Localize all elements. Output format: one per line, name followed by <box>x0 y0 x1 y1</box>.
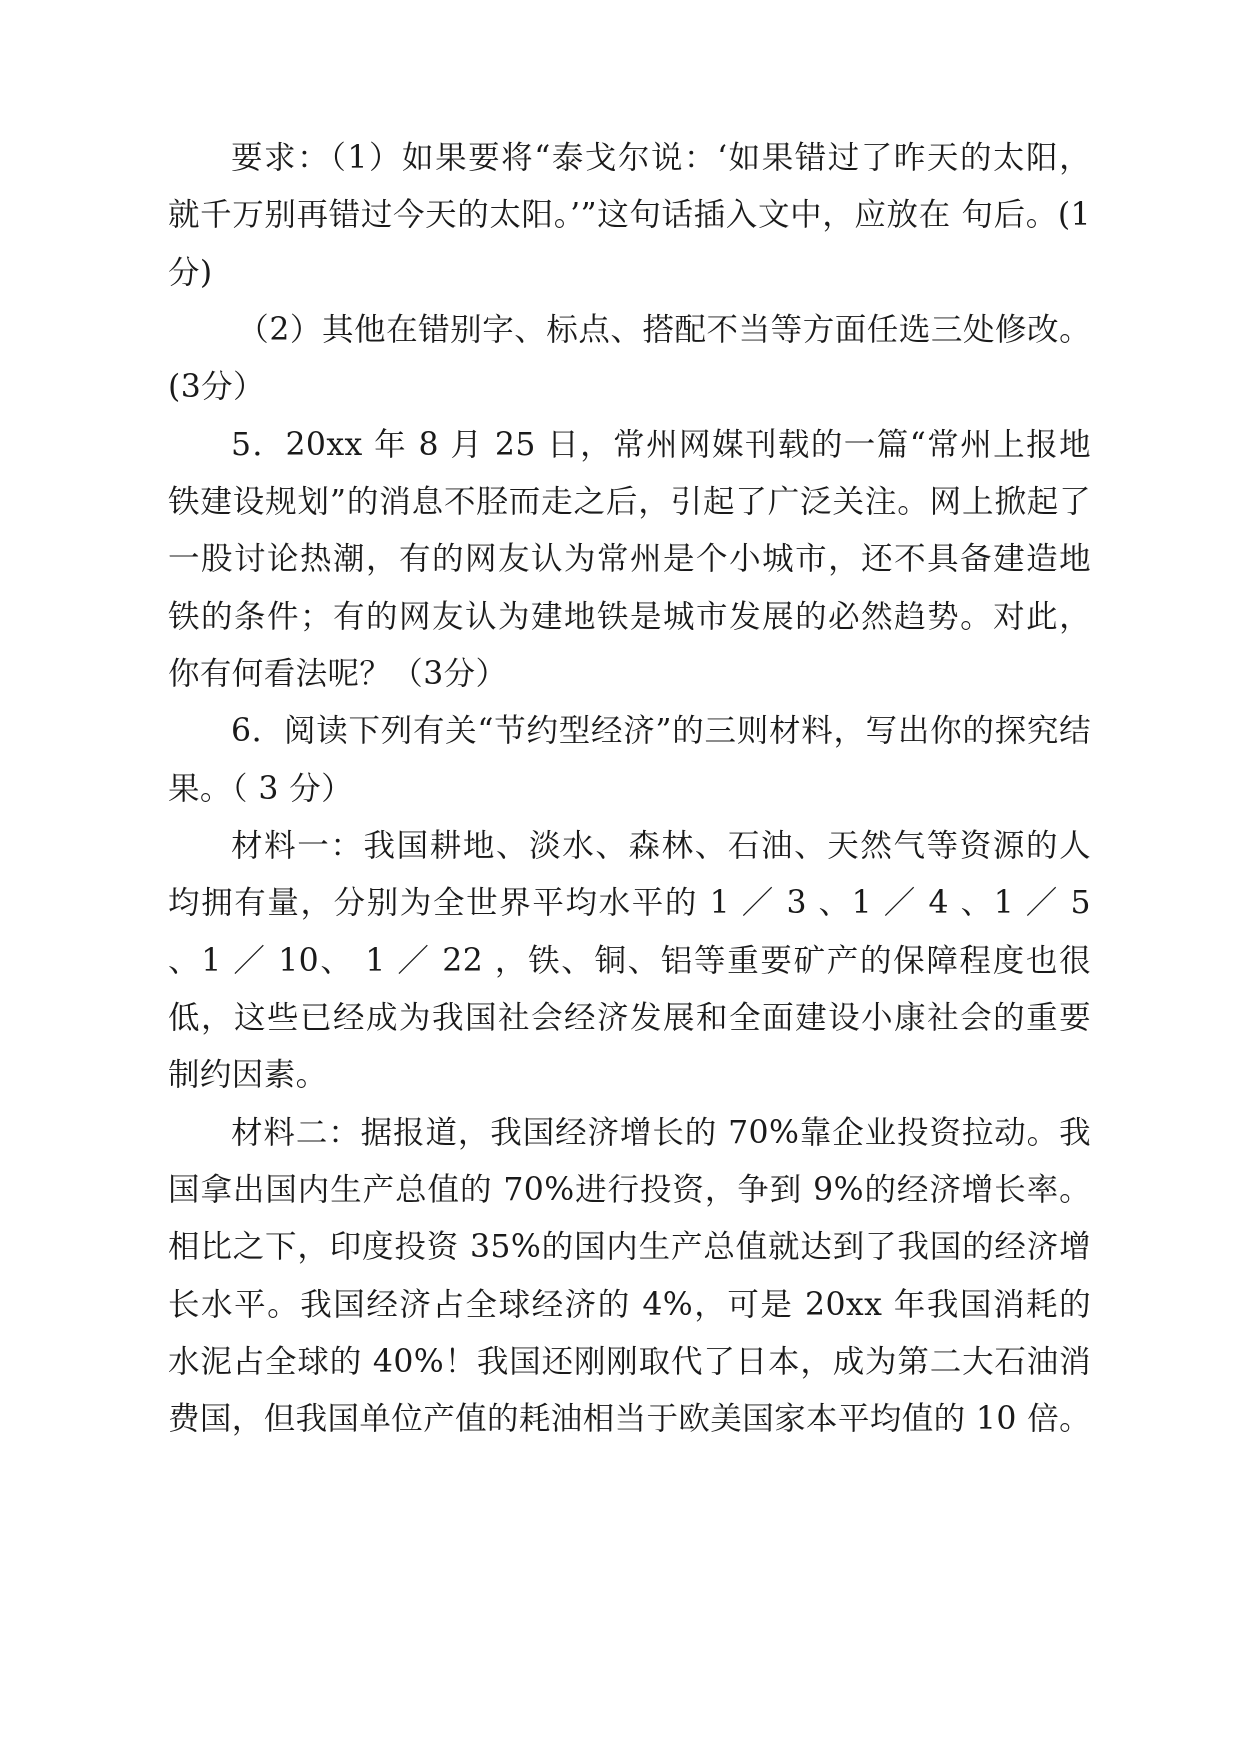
paragraph-question-5: 5．20xx 年 8 月 25 日，常州网媒刊载的一篇“常州上报地铁建设规划”的消息不胫而走之后，引起了广泛关注。网上掀起了一股讨论热潮，有的网友认为常州是个小城市，还不具备建造地铁的条件；有的网友认为建地铁是城市发展的必然趋势。对此，你有何看法呢？（3分） <box>168 426 1091 692</box>
paragraph-material-one: 材料一：我国耕地、淡水、森林、石油、天然气等资源的人均拥有量，分别为全世界平均水平的 1 ／ 3 、1 ／ 4 、1 ／ 5 、1 ／ 10、 1 ／ 22 ，铁、铜、铝等重要矿产的保障程度也很低，这些已经成为我国社会经济发展和全面建设小康社会的重要制约因素。 <box>168 827 1102 1094</box>
paragraph-material-two: 材料二：据报道，我国经济增长的 70%靠企业投资拉动。我国拿出国内生产总值的 70%进行投资，争到 9%的经济增长率。相比之下，印度投资 35%的国内生产总值就达到了我国的经济增长水平。我国经济占全球经济的 4%，可是 20xx 年我国消耗的水泥占全球的 40%！我国还刚刚取代了日本，成为第二大石油消费国，但我国单位产值的耗油相当于欧美国家本平均值的 10 倍。 <box>168 1114 1092 1438</box>
paragraph-requirement-1: 要求：（1）如果要将“泰戈尔说：‘如果错过了昨天的太阳，就千万别再错过今天的太阳。’”这句话插入文中，应放在 句后。(1分) <box>168 140 1091 291</box>
document-body <box>168 130 1102 1449</box>
paragraph-question-6: 6．阅读下列有关“节约型经济”的三则材料，写出你的探究结果。（ 3 分） <box>168 713 1091 807</box>
paragraph-requirement-2: （2）其他在错别字、标点、搭配不当等方面任选三处修改。(3分） <box>168 311 1091 406</box>
